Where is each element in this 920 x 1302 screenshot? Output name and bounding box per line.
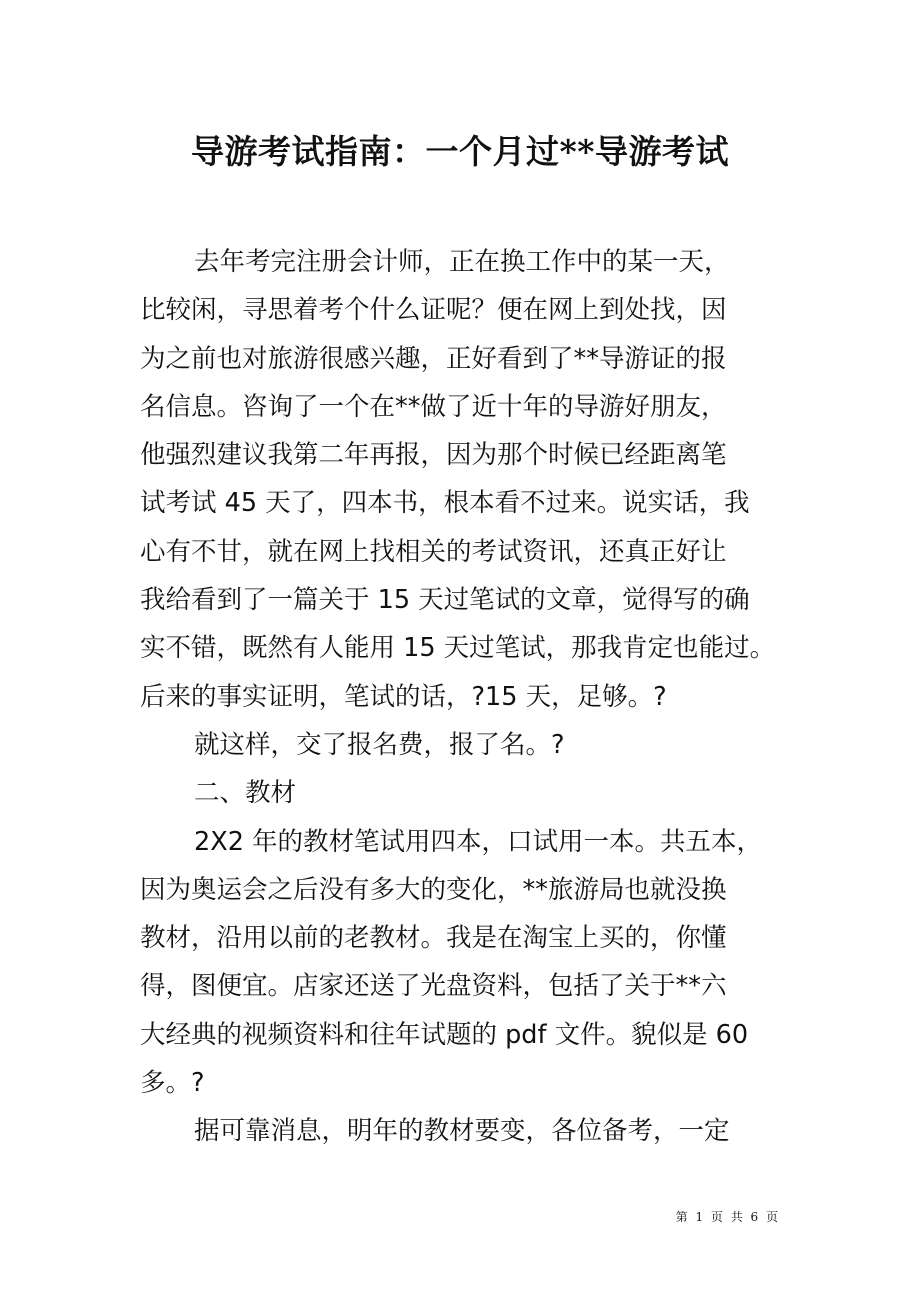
paragraph-line: 我给看到了一篇关于 15 天过笔试的文章，觉得写的确 — [140, 585, 750, 616]
paragraph-line: 得，图便宜。店家还送了光盘资料，包括了关于**六 — [140, 971, 727, 1002]
paragraph-line: 2X2 年的教材笔试用四本，口试用一本。共五本， — [194, 826, 763, 857]
paragraph-line: 多。? — [140, 1068, 205, 1099]
paragraph-line: 后来的事实证明，笔试的话，?15 天，足够。? — [140, 681, 667, 712]
section-heading: 二、教材 — [194, 778, 297, 809]
paragraph-line: 实不错，既然有人能用 15 天过笔试，那我肯定也能过。 — [140, 633, 776, 664]
paragraph-line: 据可靠消息，明年的教材要变，各位备考，一定 — [194, 1116, 730, 1147]
paragraph-line: 他强烈建议我第二年再报，因为那个时候已经距离笔 — [140, 440, 727, 471]
paragraph-line: 去年考完注册会计师，正在换工作中的某一天， — [194, 247, 730, 277]
document-body — [140, 238, 800, 1156]
page-footer — [0, 1207, 920, 1227]
paragraph-line: 就这样，交了报名费，报了名。? — [194, 729, 565, 760]
paragraph-line: 教材，沿用以前的老教材。我是在淘宝上买的，你懂 — [140, 923, 727, 954]
paragraph-line: 大经典的视频资料和往年试题的 pdf 文件。貌似是 60 — [140, 1019, 749, 1050]
page-number: 第 1 页 共 6 页 — [675, 1210, 780, 1224]
document-title: 导游考试指南：一个月过**导游考试 — [190, 132, 729, 171]
paragraph-line: 因为奥运会之后没有多大的变化，**旅游局也就没换 — [140, 874, 727, 905]
paragraph-line: 为之前也对旅游很感兴趣，正好看到了**导游证的报 — [140, 343, 727, 374]
paragraph-line: 心有不甘，就在网上找相关的考试资讯，还真正好让 — [140, 536, 727, 567]
paragraph-line: 试考试 45 天了，四本书，根本看不过来。说实话，我 — [140, 488, 750, 519]
paragraph-line: 名信息。咨询了一个在**做了近十年的导游好朋友， — [140, 391, 727, 422]
paragraph-line: 比较闲，寻思着考个什么证呢？便在网上到处找，因 — [140, 295, 727, 326]
